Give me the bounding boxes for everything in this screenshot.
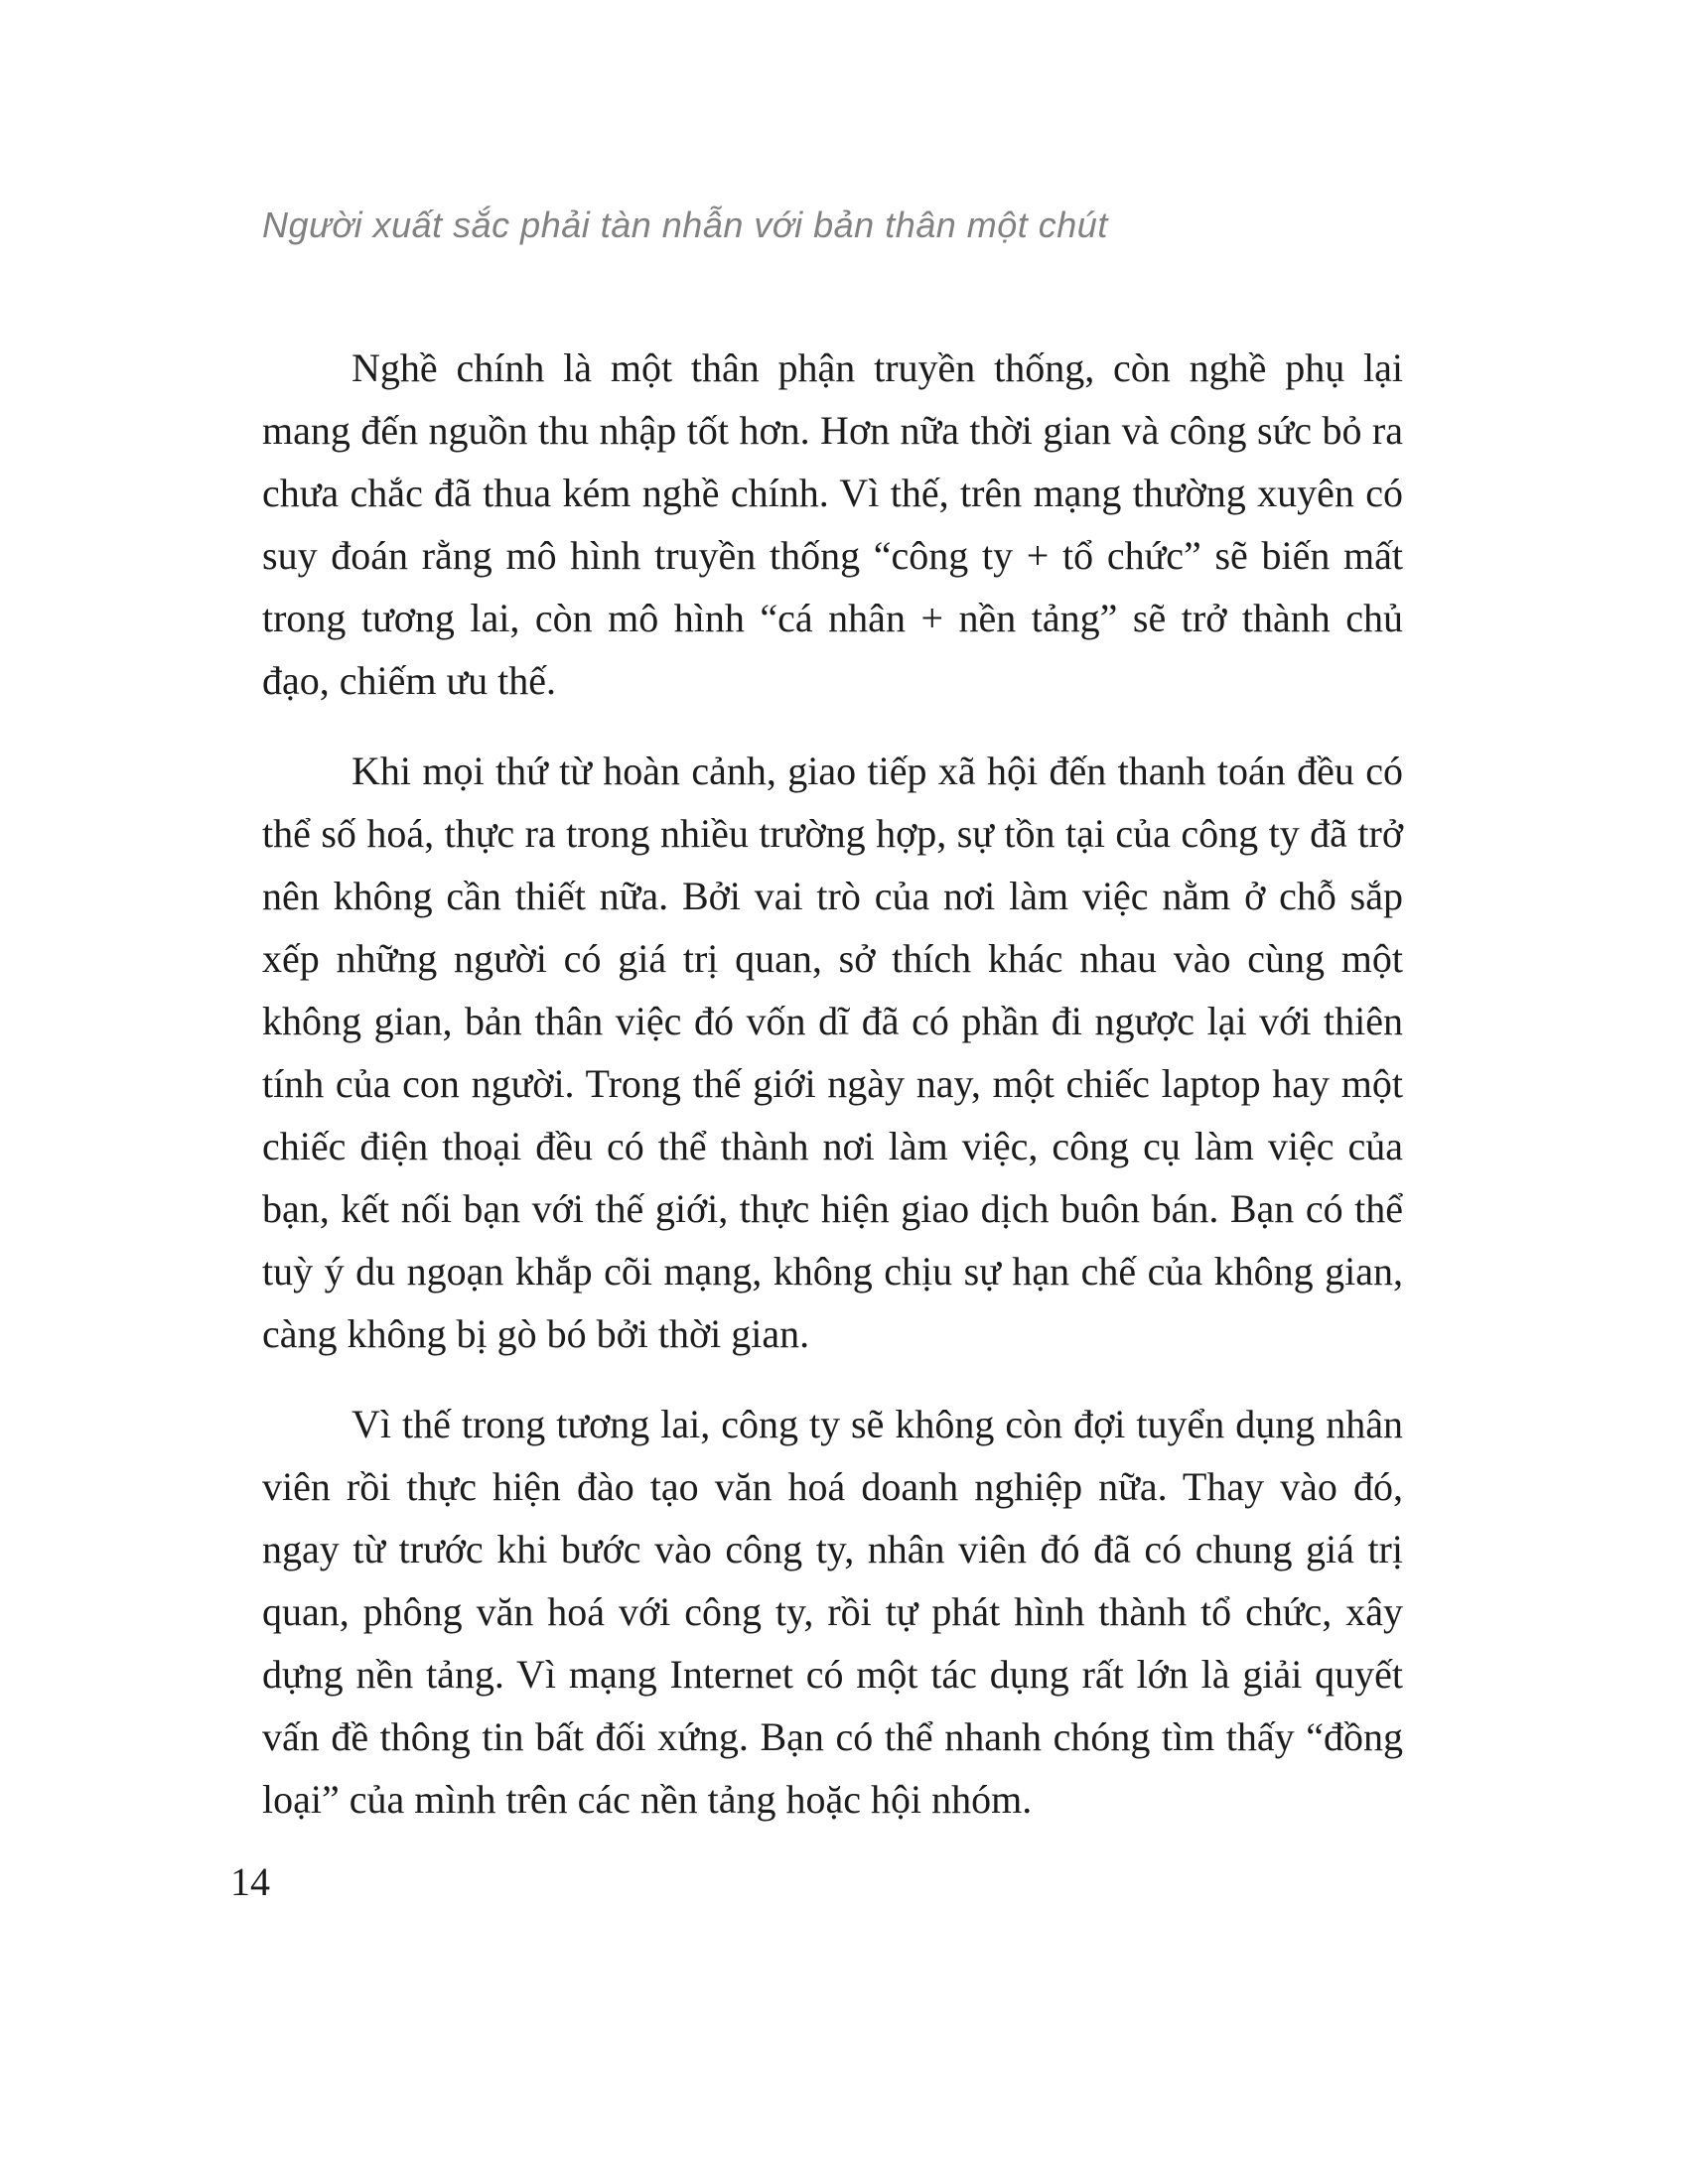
- page-body: [262, 337, 1403, 1831]
- paragraph: Nghề chính là một thân phận truyền thống, còn nghề phụ lại mang đến nguồn thu nhập tốt hơn. Hơn nữa thời gian và công sức bỏ ra chưa chắc đã thua kém nghề chính. Vì thế, trên mạng thường xuyên có suy đoán rằng mô hình truyền thống “công ty + tổ chức” sẽ biến mất trong tương lai, còn mô hình “cá nhân + nền tảng” sẽ trở thành chủ đạo, chiếm ưu thế.: [262, 345, 1403, 703]
- page-number: 14: [230, 1859, 270, 1904]
- running-header: Người xuất sắc phải tàn nhẫn với bản thân một chút: [262, 205, 1108, 245]
- paragraph: Vì thế trong tương lai, công ty sẽ không còn đợi tuyển dụng nhân viên rồi thực hiện đào tạo văn hoá doanh nghiệp nữa. Thay vào đó, ngay từ trước khi bước vào công ty, nhân viên đó đã có chung giá trị quan, phông văn hoá với công ty, rồi tự phát hình thành tổ chức, xây dựng nền tảng. Vì mạng Internet có một tác dụng rất lớn là giải quyết vấn đề thông tin bất đối xứng. Bạn có thể nhanh chóng tìm thấy “đồng loại” của mình trên các nền tảng hoặc hội nhóm.: [262, 1402, 1403, 1822]
- paragraph: Khi mọi thứ từ hoàn cảnh, giao tiếp xã hội đến thanh toán đều có thể số hoá, thực ra trong nhiều trường hợp, sự tồn tại của công ty đã trở nên không cần thiết nữa. Bởi vai trò của nơi làm việc nằm ở chỗ sắp xếp những người có giá trị quan, sở thích khác nhau vào cùng một không gian, bản thân việc đó vốn dĩ đã có phần đi ngược lại với thiên tính của con người. Trong thế giới ngày nay, một chiếc laptop hay một chiếc điện thoại đều có thể thành nơi làm việc, công cụ làm việc của bạn, kết nối bạn với thế giới, thực hiện giao dịch buôn bán. Bạn có thể tuỳ ý du ngoạn khắp cõi mạng, không chịu sự hạn chế của không gian, càng không bị gò bó bởi thời gian.: [262, 749, 1403, 1356]
